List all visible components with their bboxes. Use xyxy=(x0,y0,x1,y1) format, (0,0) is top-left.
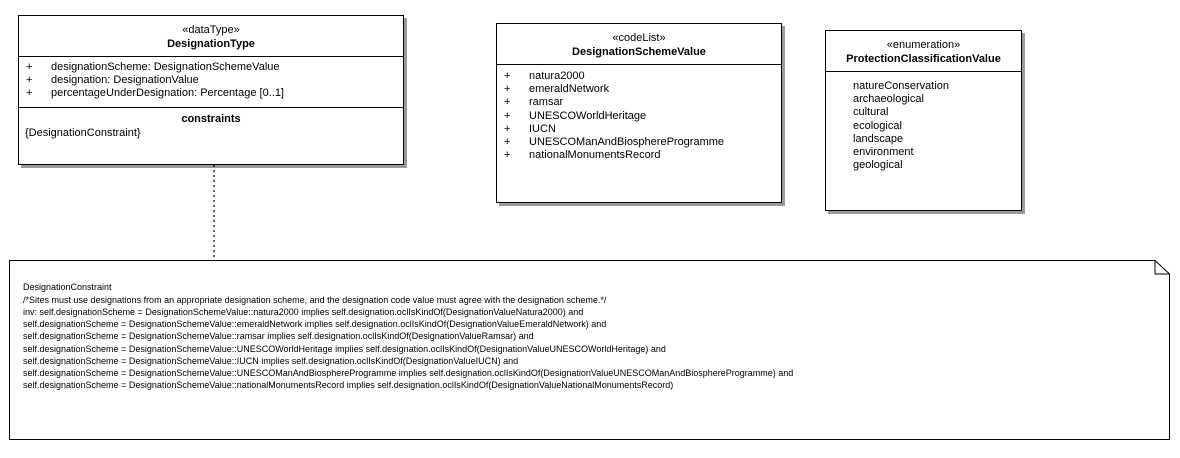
stereotype-label: «enumeration» xyxy=(886,39,961,51)
visibility-marker: + xyxy=(504,70,511,82)
code-value-text: UNESCOManAndBiosphereProgramme xyxy=(529,136,725,149)
note-line: self.designationScheme = DesignationSchemeValue::IUCN implies self.designation.oclIsKindOf(DesignationValueIUCN) and xyxy=(23,355,519,366)
code-value-text: nationalMonumentsRecord xyxy=(529,149,661,162)
class-name: DesignationType xyxy=(167,38,255,50)
visibility-marker: + xyxy=(504,149,511,162)
class-name: DesignationSchemeValue xyxy=(572,46,706,58)
visibility-marker: + xyxy=(26,87,33,100)
attribute-row[interactable] xyxy=(19,74,403,87)
designation-scheme-value-class[interactable] xyxy=(496,23,782,203)
attribute-row[interactable] xyxy=(19,87,403,100)
enum-literal[interactable]: ecological xyxy=(853,119,902,132)
visibility-marker: + xyxy=(504,122,511,135)
code-value-text: IUCN xyxy=(529,122,556,135)
enum-literal[interactable]: environment xyxy=(853,146,914,159)
code-value-text: emeraldNetwork xyxy=(529,83,610,96)
stereotype-label: «codeList» xyxy=(612,32,666,44)
note-text xyxy=(23,281,1150,391)
attribute-text: percentageUnderDesignation: Percentage [0..1] xyxy=(51,87,284,100)
class-name: ProtectionClassificationValue xyxy=(846,53,1001,65)
class-header xyxy=(497,24,781,65)
code-value-text: natura2000 xyxy=(529,70,585,82)
constraints-title: constraints xyxy=(181,112,241,125)
visibility-marker: + xyxy=(26,61,33,73)
note-line: /*Sites must use designations from an appropriate designation scheme, and the designation code value must agree with the designation scheme.*/ xyxy=(23,294,607,305)
enum-literal[interactable]: landscape xyxy=(853,132,904,145)
enum-literal[interactable]: archaeological xyxy=(853,93,924,106)
constraint-value[interactable]: {DesignationConstraint} xyxy=(25,126,141,139)
class-header xyxy=(19,16,403,57)
class-header xyxy=(826,31,1021,72)
attribute-text: designation: DesignationValue xyxy=(51,74,199,87)
code-value-row[interactable] xyxy=(497,123,781,136)
code-value-row[interactable] xyxy=(497,136,781,149)
note-line: self.designationScheme = DesignationSchemeValue::emeraldNetwork implies self.designation.oclIsKindOf(DesignationValueEmeraldNetwork) and xyxy=(23,319,607,330)
note-line: self.designationScheme = DesignationSchemeValue::UNESCOWorldHeritage implies self.designation.oclIsKindOf(DesignationValueUNESCOWorldHeritage) and xyxy=(23,343,666,354)
code-value-row[interactable] xyxy=(497,96,781,109)
note-title: DesignationConstraint xyxy=(23,282,112,292)
visibility-marker: + xyxy=(504,83,511,96)
protection-classification-value-class[interactable] xyxy=(825,30,1022,211)
designation-type-class[interactable] xyxy=(18,15,404,165)
note-line: self.designationScheme = DesignationSchemeValue::UNESCOManAndBiosphereProgramme implies self.designation.oclIsKindOf(DesignationValueUNESCOManAndBiosphereProgramme) and xyxy=(23,367,794,378)
code-value-text: ramsar xyxy=(529,96,564,109)
attributes-compartment xyxy=(19,57,403,108)
literals-compartment xyxy=(826,72,1021,172)
stereotype-label: «dataType» xyxy=(182,24,240,36)
note-anchor-link[interactable] xyxy=(213,165,217,261)
constraint-note[interactable] xyxy=(9,260,1170,440)
attribute-row[interactable] xyxy=(19,61,403,74)
code-value-row[interactable] xyxy=(497,83,781,96)
enum-literal[interactable]: cultural xyxy=(853,106,889,119)
code-value-text: UNESCOWorldHeritage xyxy=(529,109,647,122)
code-value-row[interactable] xyxy=(497,70,781,83)
note-line: self.designationScheme = DesignationSchemeValue::nationalMonumentsRecord implies self.designation.oclIsKindOf(DesignationValueNationalMonumentsRecord) xyxy=(23,380,674,391)
enum-literal[interactable]: natureConservation xyxy=(853,80,950,92)
note-line: self.designationScheme = DesignationSchemeValue::ramsar implies self.designation.oclIsKindOf(DesignationValueRamsar) and xyxy=(23,331,534,342)
visibility-marker: + xyxy=(26,74,33,87)
code-value-row[interactable] xyxy=(497,149,781,162)
visibility-marker: + xyxy=(504,136,511,149)
visibility-marker: + xyxy=(504,109,511,122)
enum-literal[interactable]: geological xyxy=(853,159,903,172)
attribute-text: designationScheme: DesignationSchemeValue xyxy=(51,61,280,73)
code-value-row[interactable] xyxy=(497,110,781,123)
note-line: inv: self.designationScheme = DesignationSchemeValue::natura2000 implies self.designation.oclIsKindOf(DesignationValueNatura2000) and xyxy=(23,306,584,317)
values-compartment xyxy=(497,65,781,165)
visibility-marker: + xyxy=(504,96,511,109)
